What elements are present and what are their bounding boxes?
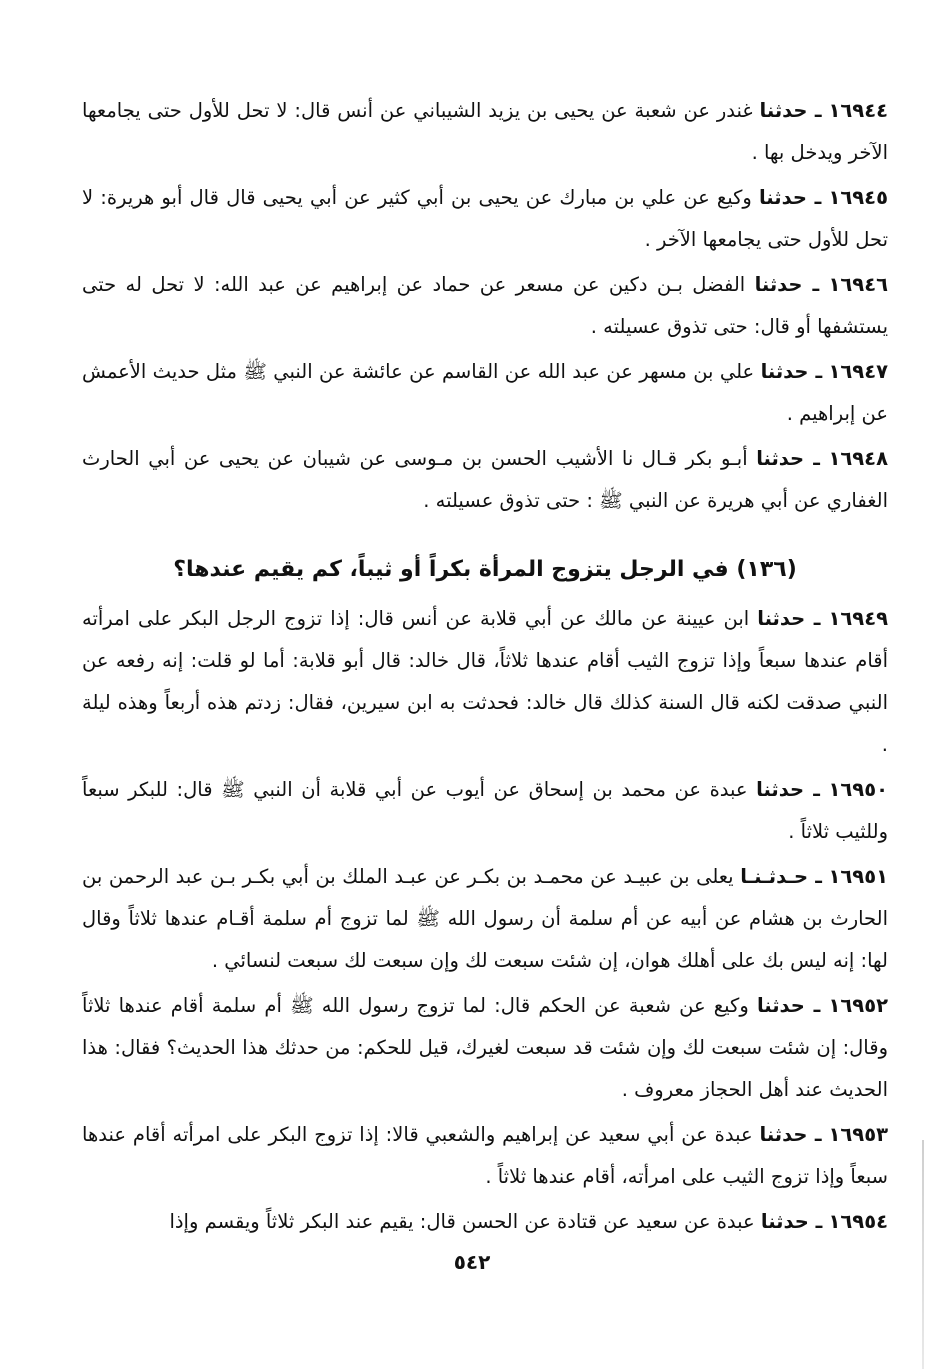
hadith-number: ١٦٩٤٦ <box>828 273 888 296</box>
hadith-16944 <box>82 90 888 174</box>
hadith-lead: ـ حدثنا <box>758 186 822 209</box>
hadith-lead: ـ حدثنا <box>757 607 821 630</box>
hadith-number: ١٦٩٥٤ <box>828 1210 888 1233</box>
hadith-16945 <box>82 177 888 261</box>
hadith-lead: ـ حدثنا <box>756 778 820 801</box>
hadith-number: ١٦٩٤٨ <box>828 447 888 470</box>
hadith-text: وكيع عن شعبة عن الحكم قال: لما تزوج رسول الله ﷺ أم سلمة أقام عندها ثلاثاً وقال: إن شئت سبعت لك وإن شئت قد سبعت لغيرك، قيل للحكم: من حدثك هذا الحديث؟ فقال: هذا الحديث عند أهل الحجاز معروف . <box>82 994 888 1101</box>
hadith-16946 <box>82 264 888 348</box>
hadith-number: ١٦٩٥٢ <box>828 994 888 1017</box>
page-number: ٥٤٢ <box>453 1250 491 1274</box>
hadith-text: علي بن مسهر عن عبد الله عن القاسم عن عائشة عن النبي ﷺ مثل حديث الأعمش عن إبراهيم . <box>82 360 888 425</box>
scan-edge-shadow <box>922 1140 924 1369</box>
hadith-text: ابن عيينة عن مالك عن أبي قلابة عن أنس قال: إذا تزوج الرجل البكر على امرأته أقام عندها سبعاً وإذا تزوج الثيب أقام عندها ثلاثاً، قال خالد: قال أبو قلابة: أما لو قلت: إنه رفعه عن النبي صدقت لكنه قال السنة كذلك قال خالد: فحدثت به ابن سيرين، فقال: زدتم هذه أربعاً وهذه ليلة . <box>82 607 888 756</box>
hadith-16954 <box>82 1201 888 1243</box>
page-body <box>82 90 888 1246</box>
hadith-16952 <box>82 985 888 1111</box>
hadith-16947 <box>82 351 888 435</box>
chapter-heading: (١٣٦) في الرجل يتزوج المرأة بكراً أو ثيباً، كم يقيم عندها؟ <box>173 557 797 582</box>
hadith-text: وكيع عن علي بن مبارك عن يحيى بن أبي كثير عن أبي يحيى قال قال أبو هريرة: لا تحل للأول حتى يجامعها الآخر . <box>82 186 888 251</box>
hadith-text: عبدة عن أبي سعيد عن إبراهيم والشعبي قالا: إذا تزوج البكر على امرأته أقام عندها سبعاً وإذا تزوج الثيب على امرأته، أقام عندها ثلاثاً . <box>82 1123 888 1188</box>
hadith-16951 <box>82 856 888 982</box>
hadith-number: ١٦٩٤٤ <box>828 99 888 122</box>
hadith-number: ١٦٩٤٧ <box>828 360 888 383</box>
hadith-lead: ـ حدثنا <box>759 1123 822 1146</box>
hadith-number: ١٦٩٥٠ <box>828 778 888 801</box>
hadith-16949 <box>82 598 888 766</box>
hadith-text: الفضل بـن دكين عن مسعر عن حماد عن إبراهيم عن عبد الله: لا تحل له حتى يستشفها أو قال: حتى تذوق عسيلته . <box>82 273 888 338</box>
hadith-lead: ـ حدثنا <box>756 447 820 470</box>
hadith-number: ١٦٩٤٩ <box>828 607 888 630</box>
hadith-number: ١٦٩٥١ <box>828 865 888 888</box>
hadith-lead: ـ حدثنا <box>759 99 822 122</box>
hadith-16948 <box>82 438 888 522</box>
hadith-lead: ـ حـدثـنـا <box>740 865 822 888</box>
hadith-lead: ـ حدثنا <box>756 994 821 1017</box>
hadith-16953 <box>82 1114 888 1198</box>
hadith-text: غندر عن شعبة عن يحيى بن يزيد الشيباني عن أنس قال: لا تحل للأول حتى يجامعها الآخر ويدخل بها . <box>82 99 888 164</box>
hadith-lead: ـ حدثنا <box>760 360 823 383</box>
hadith-text: عبدة عن سعيد عن قتادة عن الحسن قال: يقيم عند البكر ثلاثاً ويقسم وإذا <box>169 1210 755 1233</box>
hadith-text: يعلى بن عبيـد عن محمـد بن بكـر عن عبـد الملك بن أبي بكـر بـن عبد الرحمن بن الحارث بن هشام عن أبيه عن أم سلمة أن رسول الله ﷺ لما تزوج أم سلمة أقـام عندها ثلاثاً وقال لها: إنه ليس بك على أهلك هوان، إن شئت سبعت لك وإن سبعت لك سبعت لنسائي . <box>82 865 888 972</box>
hadith-text: عبدة عن محمد بن إسحاق عن أيوب عن أبي قلابة أن النبي ﷺ قال: للبكر سبعاً وللثيب ثلاثاً . <box>82 778 888 843</box>
hadith-number: ١٦٩٤٥ <box>828 186 888 209</box>
hadith-text: أبـو بكر قـال نا الأشيب الحسن بن مـوسى عن شيبان عن يحيى عن أبي الحارث الغفاري عن أبي هريرة عن النبي ﷺ : حتى تذوق عسيلته . <box>82 447 888 512</box>
hadith-lead: ـ حدثنا <box>760 1210 823 1233</box>
hadith-lead: ـ حدثنا <box>754 273 820 296</box>
hadith-number: ١٦٩٥٣ <box>828 1123 888 1146</box>
hadith-16950 <box>82 769 888 853</box>
